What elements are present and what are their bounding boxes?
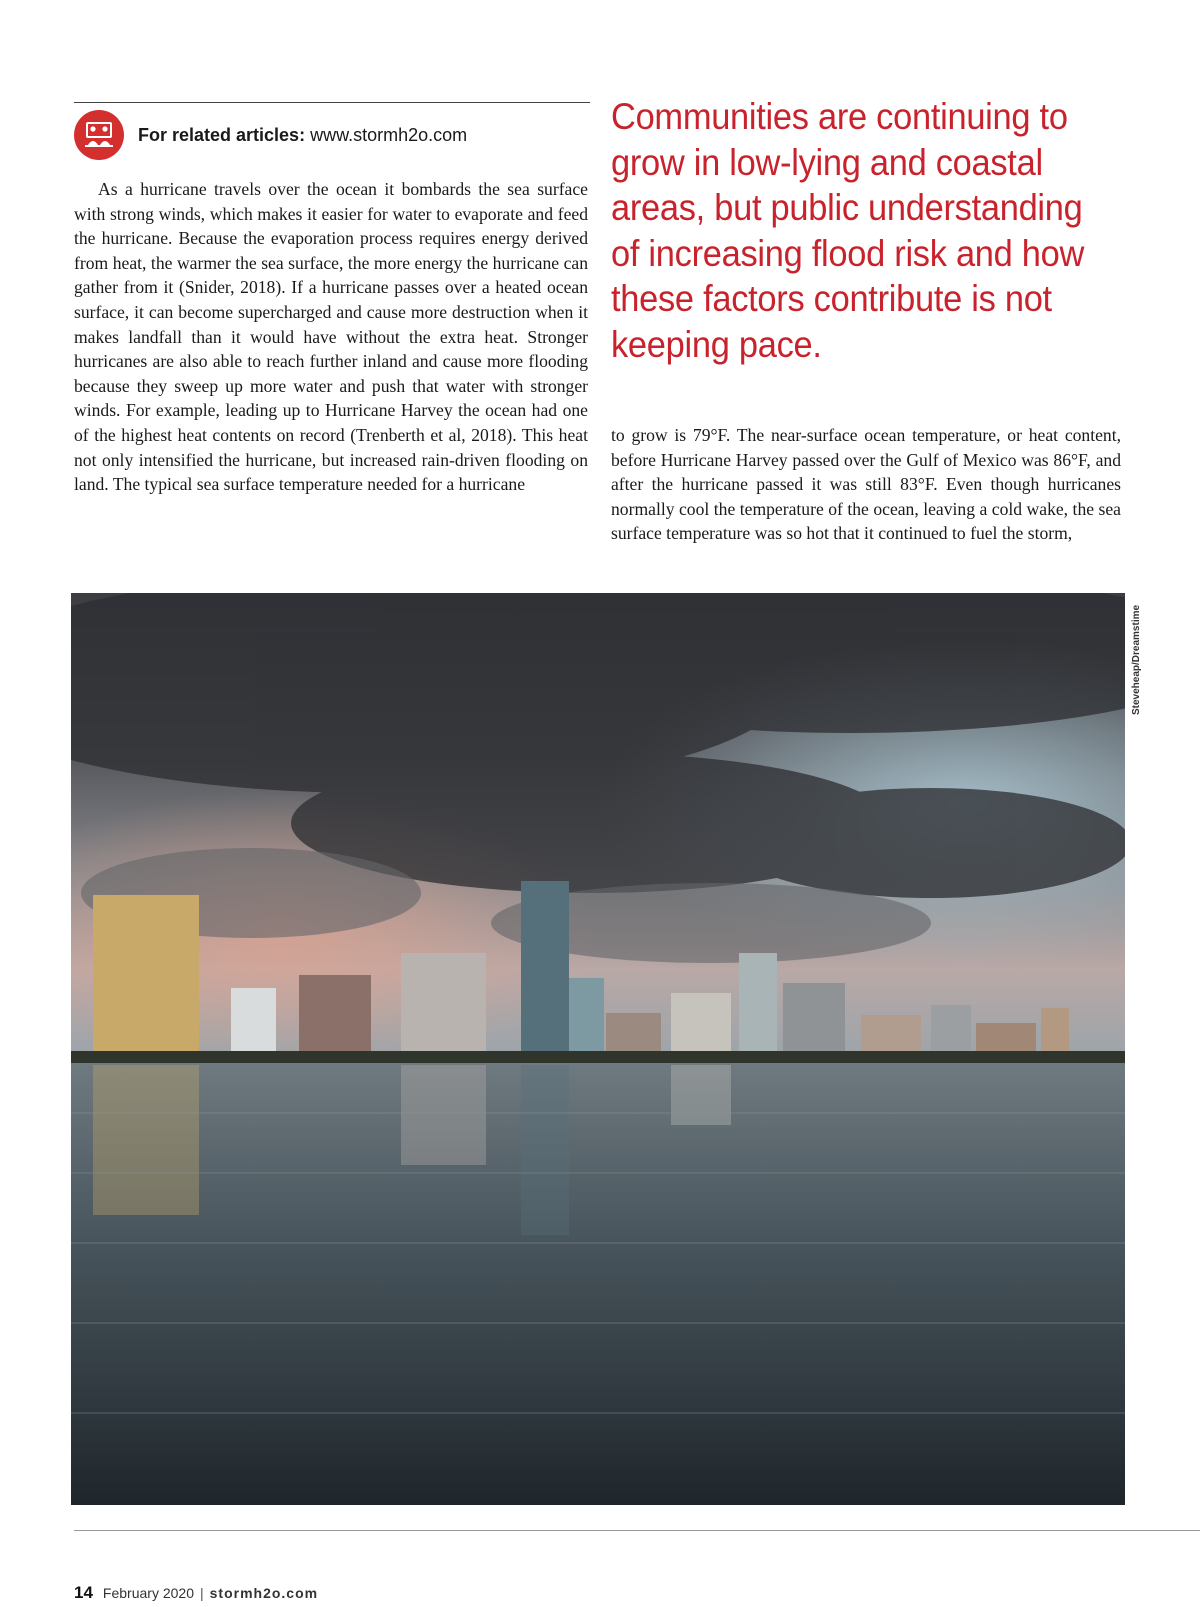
related-label: For related articles: <box>138 124 306 145</box>
body-text-left: As a hurricane travels over the ocean it bombards the sea surface with strong winds, which makes it easier for water to evaporate and feed the hurricane. Because the evaporation process requires energy derived from heat, the warmer the sea surface, the more energy the hurricane can gather from it (Snider, 2018). If a hurricane passes over a heated ocean surface, it can become supercharged and cause more destruction when it makes landfall than it would have without the extra heat. Stronger hurricanes are also able to reach further inland and cause more flooding because they sweep up more water and push that water with stronger winds. For example, leading up to Hurricane Harvey the ocean had one of the highest heat contents on record (Trenberth et al, 2018). This heat not only intensified the hurricane, but increased rain-driven flooding on land. The typical sea surface temperature needed for a hurricane <box>74 179 588 495</box>
footer-site-link[interactable]: stormh2o.com <box>209 1585 319 1601</box>
body-text-right: to grow is 79°F. The near-surface ocean temperature, or heat content, before Hurricane Harvey passed over the Gulf of Mexico was 86°F, and after the hurricane passed it was still 83°F. Even though hurricanes normally cool the temperature of the ocean, leaving a cold wake, the sea surface temperature was so hot that it continued to fuel the storm, <box>611 425 1121 544</box>
footer-separator: | <box>199 1585 204 1601</box>
page-number: 14 <box>74 1583 93 1602</box>
photo-credit: Steveheap/Dreamstime <box>1131 604 1142 715</box>
skyline-photo <box>71 593 1125 1505</box>
page-footer <box>74 1583 318 1603</box>
people-screen-icon <box>74 110 124 160</box>
footer-rule <box>74 1530 1200 1531</box>
top-rule <box>74 102 590 103</box>
pull-quote: Communities are continuing to grow in low-lying and coastal areas, but public understanding of increasing flood risk and how these factors contribute is not keeping pace. <box>611 96 1085 365</box>
related-articles <box>74 110 594 160</box>
related-url-link[interactable]: www.stormh2o.com <box>310 124 468 145</box>
issue-date: February 2020 <box>102 1585 194 1601</box>
related-articles-text <box>138 125 467 146</box>
